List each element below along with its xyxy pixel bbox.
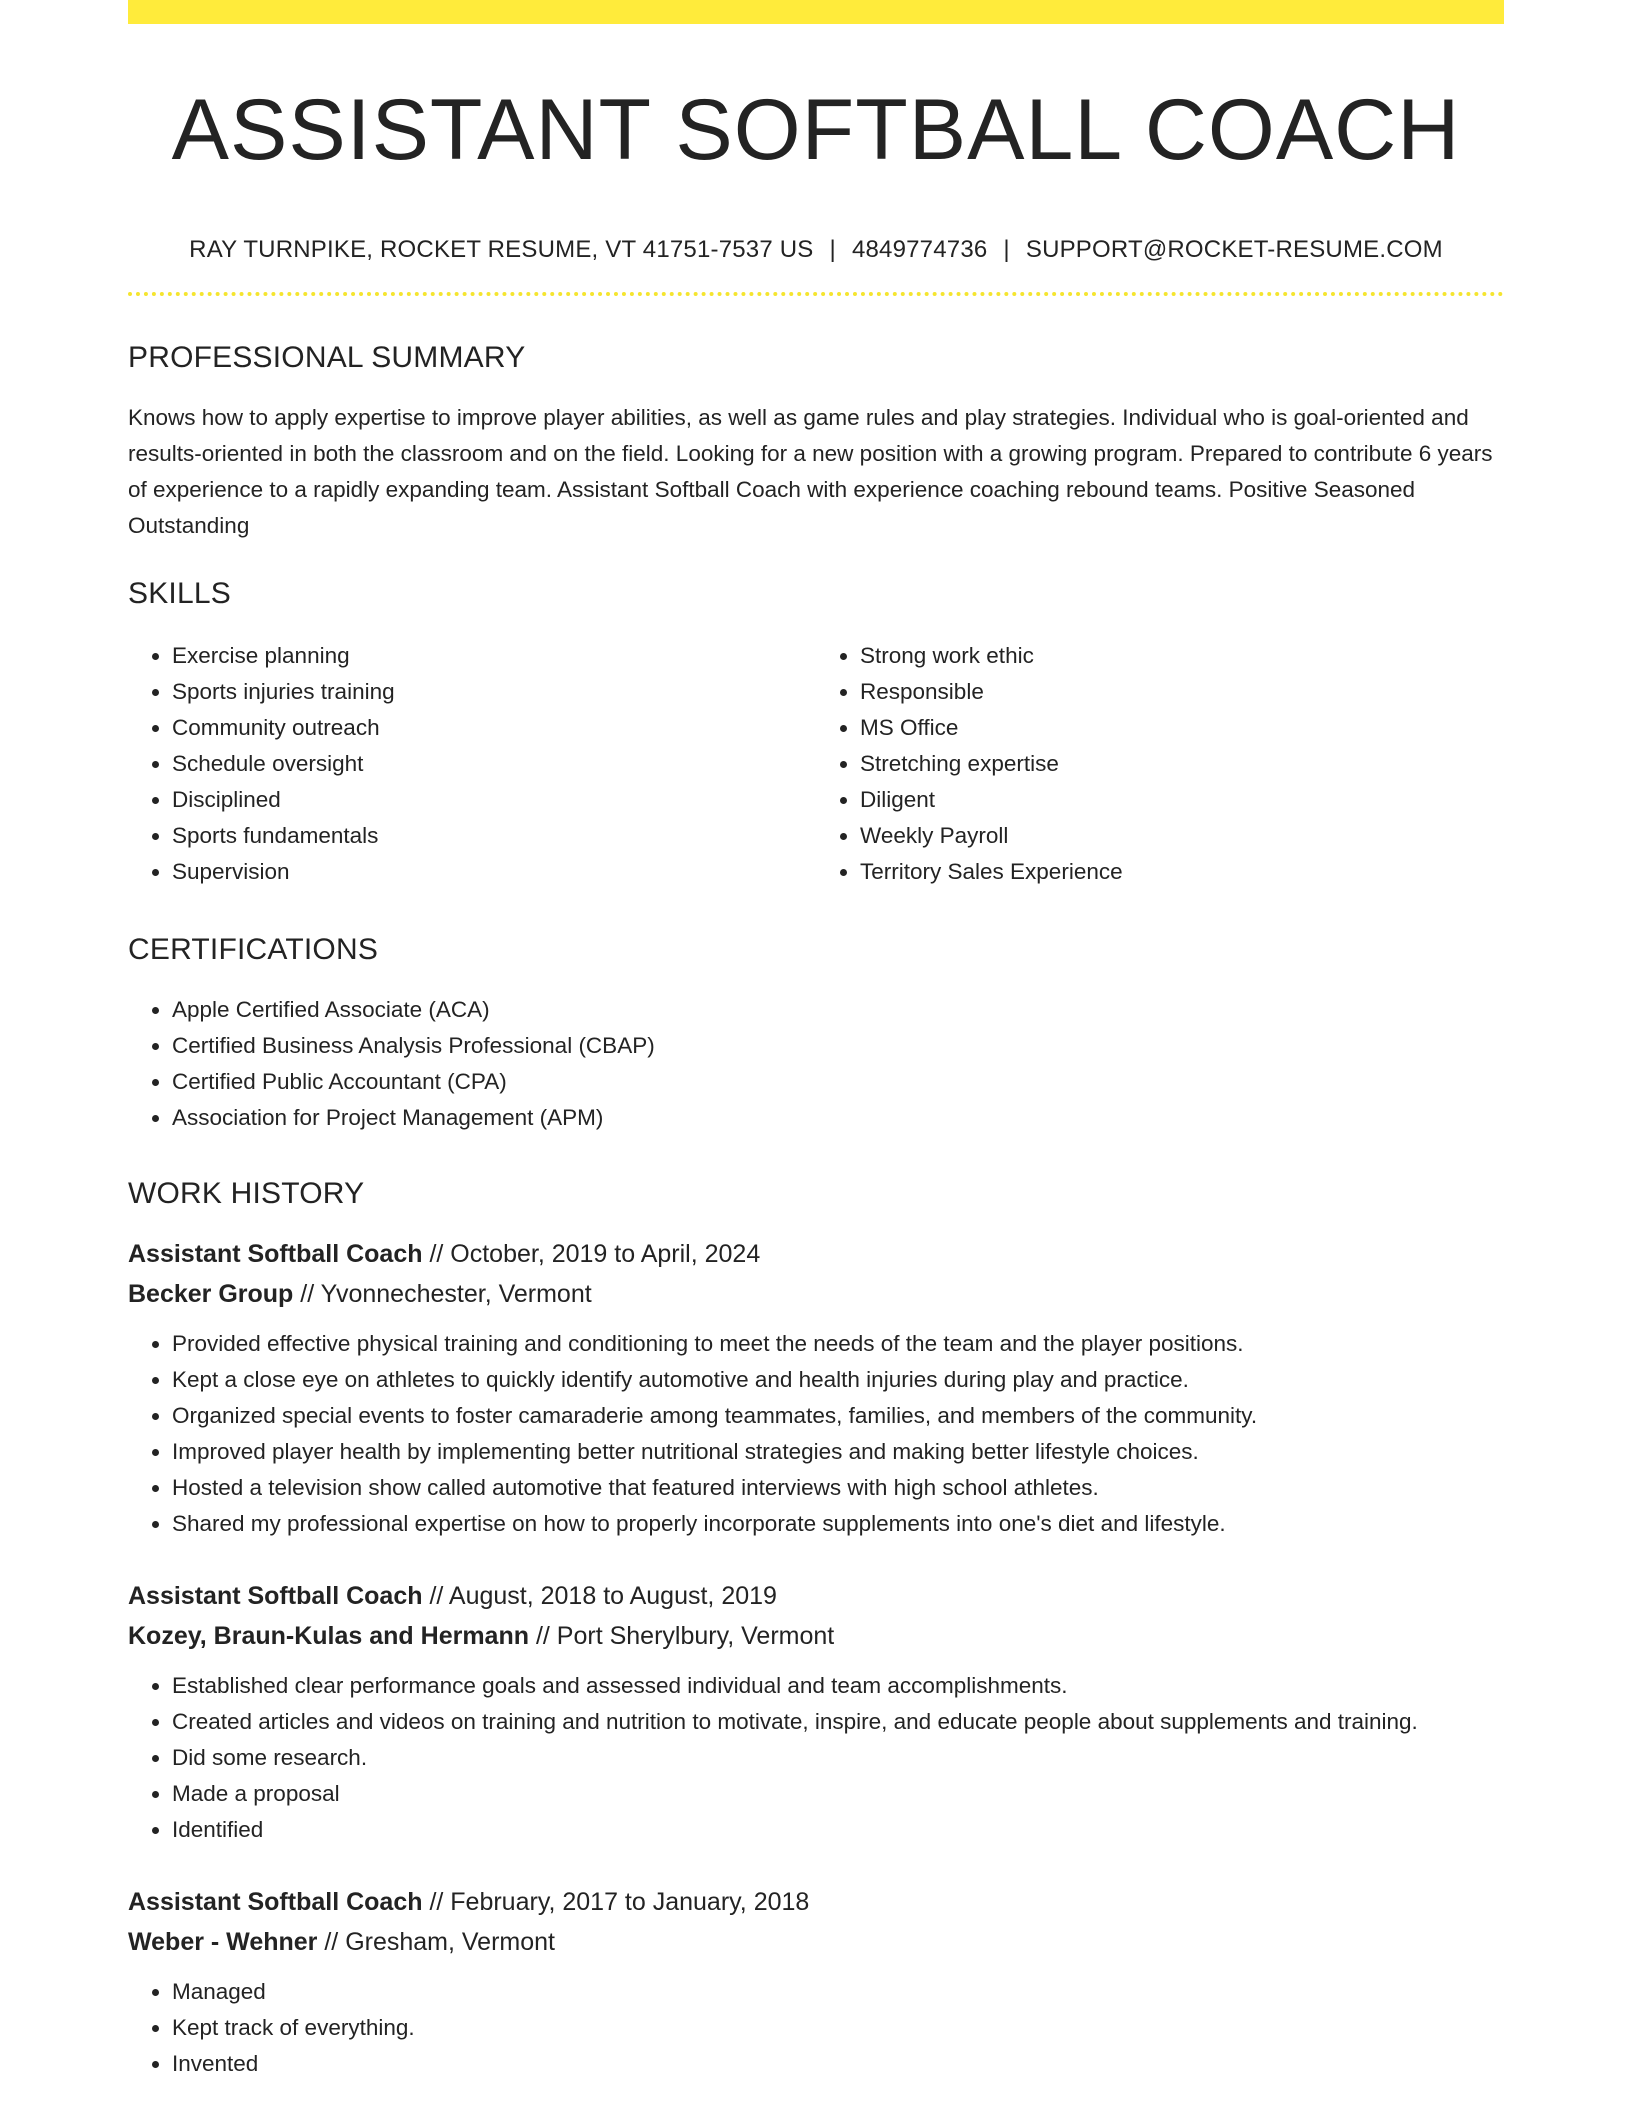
job-role: Assistant Softball Coach (128, 1240, 423, 1268)
job-bullets (128, 1326, 1504, 1542)
job-company-line (128, 1616, 1504, 1656)
skill-item: • Diligent (860, 782, 1504, 818)
job-bullet: • Shared my professional expertise on how to properly incorporate supplements into one's diet and lifestyle. (172, 1506, 1504, 1542)
job-role: Assistant Softball Coach (128, 1888, 423, 1916)
job-bullets (128, 1668, 1504, 1848)
job-dates: // October, 2019 to April, 2024 (422, 1240, 761, 1268)
skill-item: • Community outreach (172, 710, 816, 746)
contact-phone: 4849774736 (851, 236, 988, 263)
skill-item: • Sports fundamentals (172, 818, 816, 854)
summary-heading: PROFESSIONAL SUMMARY (128, 341, 526, 374)
job-bullet: • Did some research. (172, 1740, 1504, 1776)
skill-item: • Responsible (860, 674, 1504, 710)
skill-item: • Disciplined (172, 782, 816, 818)
skill-item: • Strong work ethic (860, 638, 1504, 674)
job-title-line (128, 1234, 1504, 1274)
skill-item: • Sports injuries training (172, 674, 816, 710)
job-entry (128, 1882, 1504, 2082)
job-bullet: • Invented (172, 2046, 1504, 2082)
job-dates: // August, 2018 to August, 2019 (422, 1582, 777, 1610)
skill-item: • Weekly Payroll (860, 818, 1504, 854)
job-entry (128, 1234, 1504, 1542)
contact-address: RAY TURNPIKE, ROCKET RESUME, VT 41751-7537 US (189, 236, 814, 263)
skill-item: • Territory Sales Experience (860, 854, 1504, 890)
contact-separator: | (1003, 236, 1010, 263)
skill-item: • Supervision (172, 854, 816, 890)
work-history-list (128, 1234, 1504, 2082)
skills-columns (128, 638, 1504, 890)
job-company: Kozey, Braun-Kulas and Hermann (128, 1622, 530, 1650)
job-dates: // February, 2017 to January, 2018 (422, 1888, 810, 1916)
job-role: Assistant Softball Coach (128, 1582, 423, 1610)
job-bullet: • Hosted a television show called automotive that featured interviews with high school athletes. (172, 1470, 1504, 1506)
contact-separator: | (829, 236, 836, 263)
job-bullet: • Made a proposal (172, 1776, 1504, 1812)
job-location: // Yvonnechester, Vermont (293, 1280, 592, 1308)
certifications-list (128, 992, 1504, 1136)
job-bullet: • Identified (172, 1812, 1504, 1848)
job-company-line (128, 1274, 1504, 1314)
job-bullets (128, 1974, 1504, 2082)
skill-item: • Schedule oversight (172, 746, 816, 782)
skills-heading: SKILLS (128, 577, 231, 610)
certification-item: • Certified Business Analysis Professional (CBAP) (172, 1028, 1504, 1064)
job-company: Weber - Wehner (128, 1928, 318, 1956)
certification-item: • Association for Project Management (APM) (172, 1100, 1504, 1136)
job-bullet: • Kept track of everything. (172, 2010, 1504, 2046)
job-bullet: • Organized special events to foster camaraderie among teammates, families, and members of the community. (172, 1398, 1504, 1434)
contact-email: SUPPORT@ROCKET-RESUME.COM (1025, 236, 1443, 263)
job-bullet: • Kept a close eye on athletes to quickly identify automotive and health injuries during play and practice. (172, 1362, 1504, 1398)
job-location: // Port Sherylbury, Vermont (529, 1622, 835, 1650)
job-bullet: • Managed (172, 1974, 1504, 2010)
contact-line (128, 234, 1504, 266)
dotted-divider (128, 292, 1504, 296)
skill-item: • Stretching expertise (860, 746, 1504, 782)
summary-text: Knows how to apply expertise to improve player abilities, as well as game rules and play strategies. Individual who is goal-oriented and results-oriented in both the classroom and on the field. Looking for a new position with a growing program. Prepared to contribute 6 years of experience to a rapidly expanding team. Assistant Softball Coach with experience coaching rebound teams. Positive Seasoned Outstanding (128, 405, 1493, 538)
certification-item: • Certified Public Accountant (CPA) (172, 1064, 1504, 1100)
work-history-heading: WORK HISTORY (128, 1177, 365, 1210)
job-entry (128, 1576, 1504, 1848)
job-bullet: • Improved player health by implementing better nutritional strategies and making better lifestyle choices. (172, 1434, 1504, 1470)
certifications-heading: CERTIFICATIONS (128, 933, 379, 966)
job-company-line (128, 1922, 1504, 1962)
job-bullet: • Created articles and videos on training and nutrition to motivate, inspire, and educate people about supplements and training. (172, 1704, 1504, 1740)
certification-item: • Apple Certified Associate (ACA) (172, 992, 1504, 1028)
skill-item: • Exercise planning (172, 638, 816, 674)
job-company: Becker Group (128, 1280, 294, 1308)
skill-item: • MS Office (860, 710, 1504, 746)
job-location: // Gresham, Vermont (317, 1928, 555, 1956)
resume-name: ASSISTANT SOFTBALL COACH (171, 82, 1461, 178)
job-title-line (128, 1882, 1504, 1922)
job-bullet: • Provided effective physical training and conditioning to meet the needs of the team and the player positions. (172, 1326, 1504, 1362)
resume-content (128, 0, 1504, 2082)
job-bullet: • Established clear performance goals and assessed individual and team accomplishments. (172, 1668, 1504, 1704)
skills-list-right (816, 638, 1504, 890)
job-title-line (128, 1576, 1504, 1616)
skills-list-left (128, 638, 816, 890)
